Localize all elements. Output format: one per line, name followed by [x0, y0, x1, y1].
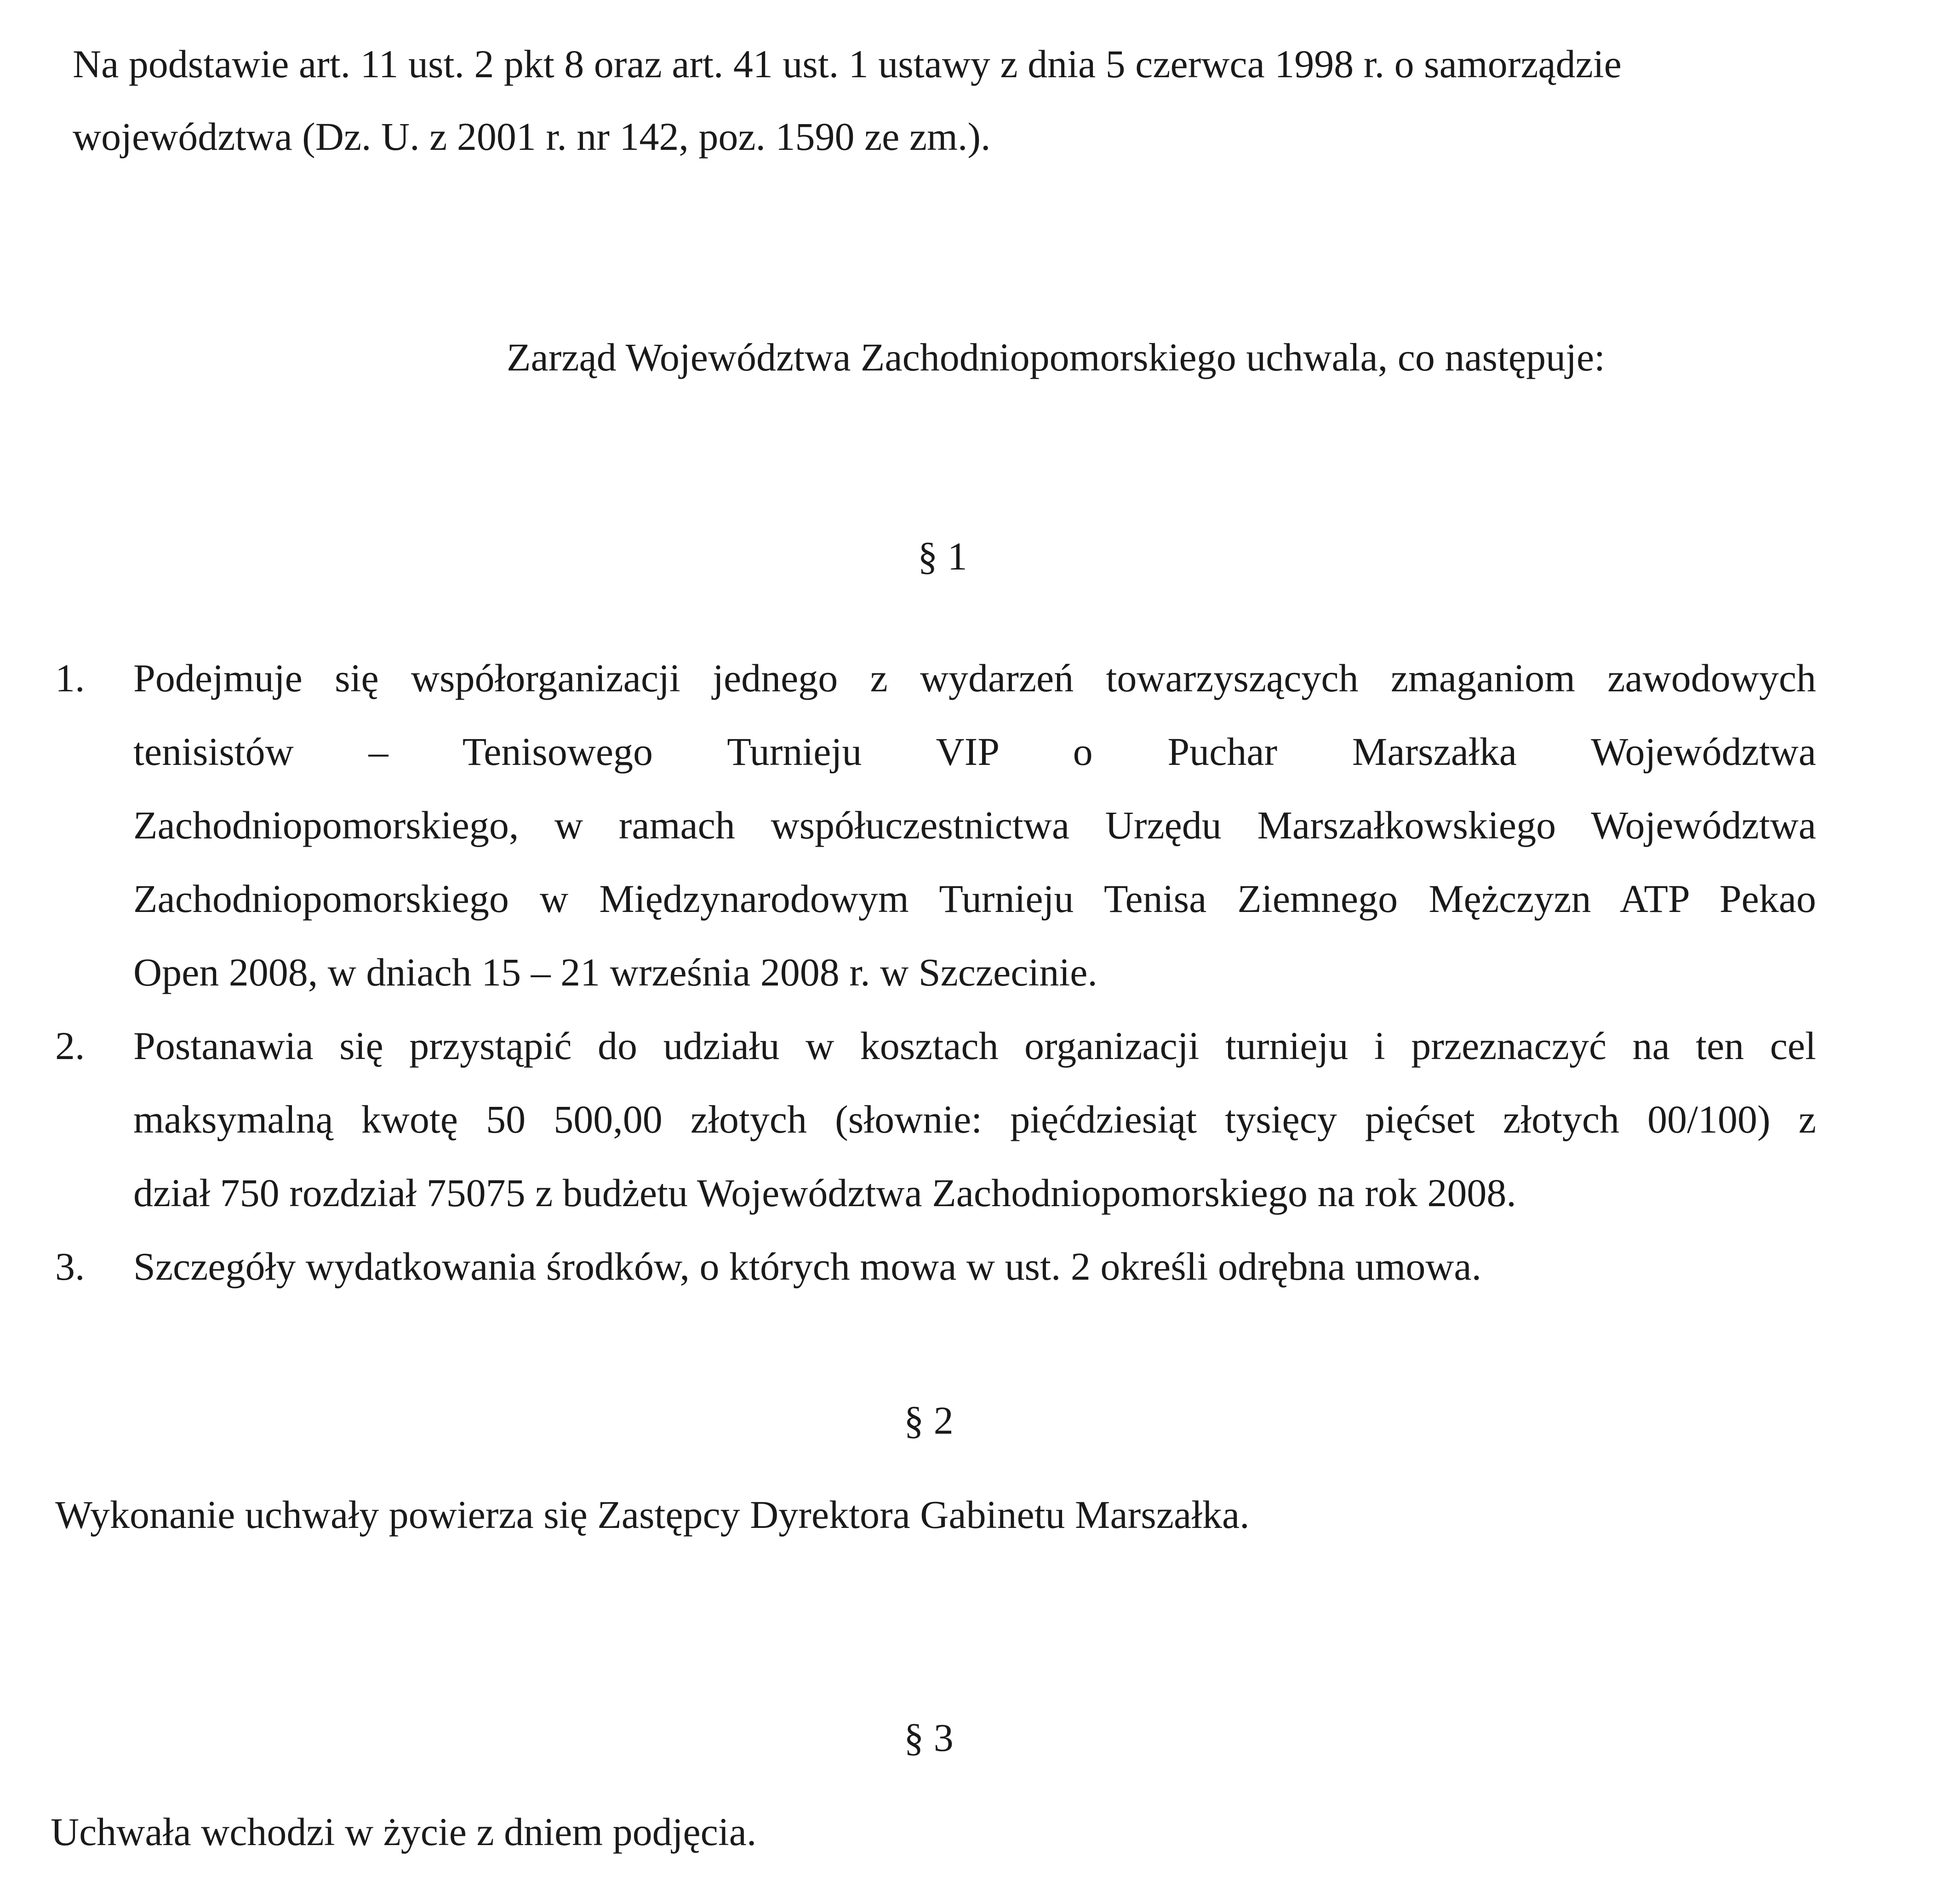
list-item-text	[133, 1230, 1816, 1303]
list-item-line: Zachodniopomorskiego w Międzynarodowym Turnieju Tenisa Ziemnego Mężczyzn ATP Pekao	[133, 877, 1816, 921]
list-item-line: Szczegóły wydatkowania środków, o których mowa w ust. 2 określi odrębna umowa.	[133, 1244, 1482, 1288]
list-item-line: dział 750 rozdział 75075 z budżetu Województwa Zachodniopomorskiego na rok 2008.	[133, 1171, 1516, 1215]
list-item-line: Postanawia się przystąpić do udziału w kosztach organizacji turnieju i przeznaczyć na ten cel	[133, 1024, 1816, 1068]
list-item-line: Podejmuje się współorganizacji jednego z wydarzeń towarzyszących zmaganiom zawodowych	[133, 656, 1816, 700]
section-3-heading: § 3	[904, 1715, 954, 1760]
section-2-text: Wykonanie uchwały powierza się Zastępcy Dyrektora Gabinetu Marszałka.	[55, 1493, 1250, 1537]
list-item	[55, 1230, 1816, 1303]
list-item-text	[133, 1009, 1816, 1230]
legal-basis-line-1: Na podstawie art. 11 ust. 2 pkt 8 oraz art. 41 ust. 1 ustawy z dnia 5 czerwca 1998 r. o samorządzie	[73, 42, 1622, 86]
list-item	[55, 1009, 1816, 1230]
list-item-line: Open 2008, w dniach 15 – 21 września 2008 r. w Szczecinie.	[133, 950, 1097, 994]
legal-basis-line-2: województwa (Dz. U. z 2001 r. nr 142, poz. 1590 ze zm.).	[73, 114, 991, 159]
section-2-heading: § 2	[904, 1398, 954, 1442]
section-3-text: Uchwała wchodzi w życie z dniem podjęcia.	[51, 1810, 757, 1854]
list-item	[55, 641, 1816, 1009]
section-1-heading: § 1	[918, 534, 967, 578]
resolution-intro: Zarząd Województwa Zachodniopomorskiego uchwala, co następuje:	[506, 335, 1606, 379]
list-item-text	[133, 641, 1816, 1009]
list-item-number: 2.	[55, 1024, 85, 1068]
list-item-number: 3.	[55, 1244, 85, 1288]
list-item-number: 1.	[55, 656, 85, 700]
list-item-line: maksymalną kwotę 50 500,00 złotych (słownie: pięćdziesiąt tysięcy pięćset złotych 00/100) z	[133, 1097, 1816, 1141]
legal-basis	[73, 28, 1622, 173]
list-item-line: tenisistów – Tenisowego Turnieju VIP o Puchar Marszałka Województwa	[133, 729, 1816, 774]
section-1-list	[55, 641, 1816, 1303]
list-item-line: Zachodniopomorskiego, w ramach współuczestnictwa Urzędu Marszałkowskiego Województwa	[133, 803, 1816, 847]
